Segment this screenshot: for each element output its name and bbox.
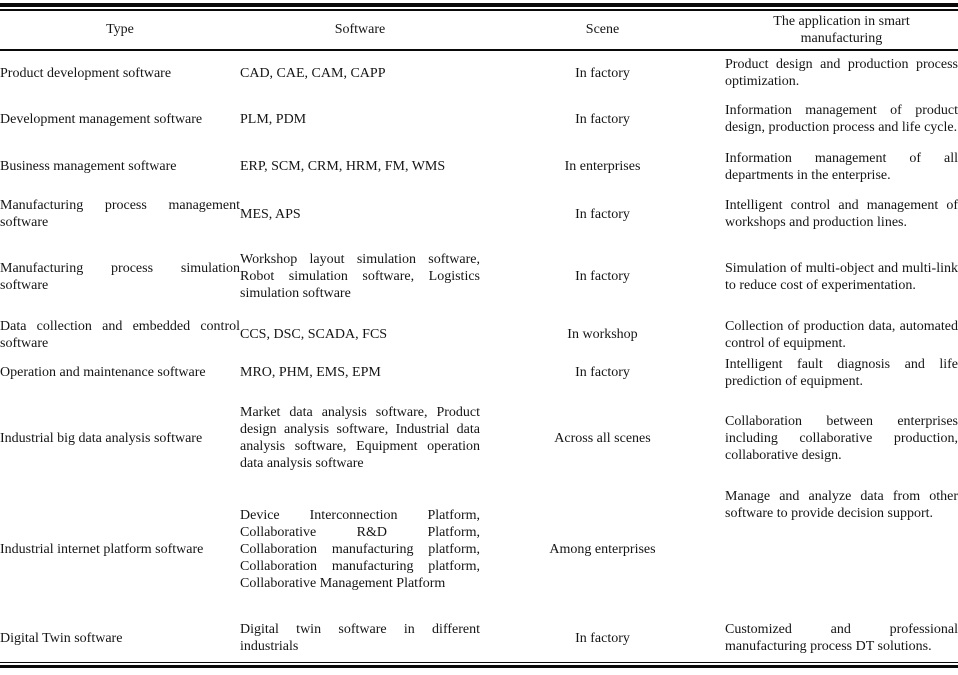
cell-application: Intelligent fault diagnosis and life prediction of equipment.: [725, 356, 958, 389]
cell-software: CCS, DSC, SCADA, FCS: [240, 327, 388, 342]
cell-type: Industrial internet platform software: [0, 542, 204, 557]
cell-type: Business management software: [0, 159, 177, 174]
cell-software: MRO, PHM, EMS, EPM: [240, 365, 381, 380]
cell-scene: In enterprises: [564, 159, 641, 174]
cell-application: Collection of production data, automated control of equipment.: [725, 318, 958, 351]
cell-application: Intelligent control and management of workshops and production lines.: [725, 198, 958, 230]
column-header-type: Type: [0, 11, 240, 50]
cell-type: Industrial big data analysis software: [0, 430, 203, 446]
cell-type: Development management software: [0, 111, 203, 127]
cell-scene: Across all scenes: [554, 430, 651, 446]
header-row: [0, 11, 958, 50]
table-row: [0, 143, 958, 191]
cell-type: Manufacturing process simulation software: [0, 260, 240, 293]
table-row: [0, 50, 958, 96]
smart-manufacturing-software-table: [0, 11, 958, 662]
table-row: [0, 316, 958, 354]
cell-software: Digital twin software in different industrials: [240, 622, 480, 654]
table-header: [0, 11, 958, 50]
cell-software: Device Interconnection Platform, Collaborative R&D Platform, Collaboration manufacturing platform, Collaboration manufacturing platform, Collaborative Management Platform: [240, 508, 480, 591]
cell-application: Customized and professional manufacturing process DT solutions.: [725, 622, 958, 654]
table-row: [0, 485, 958, 615]
table-row: [0, 191, 958, 238]
table-bottom-rule-thin: [0, 662, 958, 664]
cell-scene: In factory: [575, 269, 630, 284]
cell-scene: In factory: [575, 365, 630, 380]
cell-software: CAD, CAE, CAM, CAPP: [240, 65, 386, 81]
cell-application: Information management of all departments in the enterprise.: [725, 150, 958, 183]
cell-scene: In factory: [575, 111, 630, 127]
cell-type: Operation and maintenance software: [0, 365, 206, 380]
cell-type: Digital Twin software: [0, 630, 123, 646]
cell-type: Product development software: [0, 65, 172, 81]
cell-software: MES, APS: [240, 206, 301, 222]
cell-application: Manage and analyze data from other software to provide decision support.: [725, 488, 958, 521]
cell-scene: In factory: [575, 65, 630, 81]
table-bottom-rule-thick: [0, 665, 958, 668]
cell-software: PLM, PDM: [240, 111, 307, 127]
cell-scene: In factory: [575, 206, 630, 222]
cell-software: Workshop layout simulation software, Robot simulation software, Logistics simulation software: [240, 252, 480, 301]
cell-software: ERP, SCM, CRM, HRM, FM, WMS: [240, 159, 446, 174]
cell-scene: In factory: [575, 630, 630, 646]
cell-application: Simulation of multi-object and multi-link to reduce cost of experimentation.: [725, 260, 958, 293]
table-row: [0, 238, 958, 316]
cell-application: Product design and production process optimization.: [725, 57, 958, 89]
cell-type: Data collection and embedded control software: [0, 318, 240, 351]
cell-scene: In workshop: [567, 327, 638, 342]
table-row: [0, 96, 958, 143]
column-header-scene: Scene: [480, 11, 725, 50]
cell-type: Manufacturing process management software: [0, 198, 240, 230]
cell-software: Market data analysis software, Product design analysis software, Industrial data analysis software, Equipment operation data analysis software: [240, 405, 480, 471]
cell-application: Information management of product design, production process and life cycle.: [725, 103, 958, 135]
cell-application: Collaboration between enterprises including collaborative production, collaborative design.: [725, 413, 958, 463]
column-header-software: Software: [240, 11, 480, 50]
table-row: [0, 392, 958, 485]
table-row: [0, 615, 958, 662]
table-row: [0, 354, 958, 392]
table-top-rule-thick: [0, 3, 958, 7]
table-body: [0, 50, 958, 662]
column-header-application: The application in smart manufacturing: [725, 11, 958, 50]
cell-scene: Among enterprises: [549, 542, 656, 557]
